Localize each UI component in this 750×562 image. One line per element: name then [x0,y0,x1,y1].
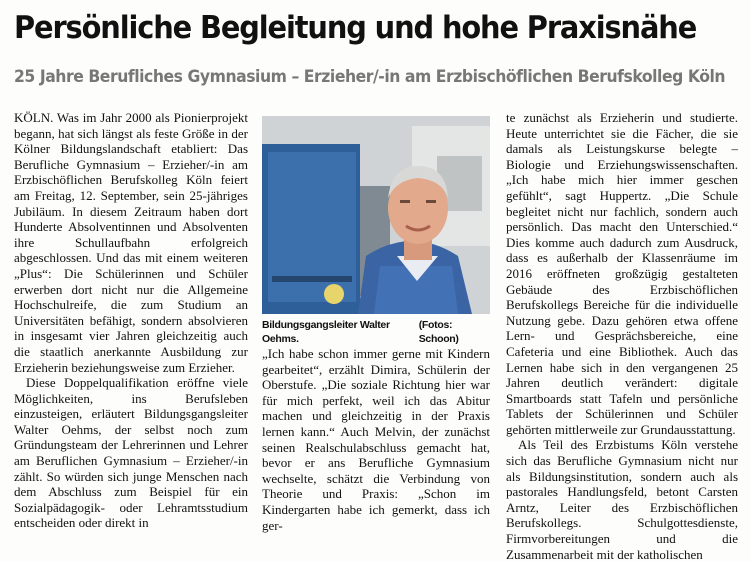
paragraph: Als Teil des Erzbistums Köln verstehe sich das Berufliche Gymnasium nicht nur als Bildungsinstitution, sondern auch als pastorales Handlungsfeld, betont Carsten Arntz, Leiter des Erzbischöflichen Berufskollegs. Schulgottesdienste, Firmvorbereitungen und die Zusammenarbeit mit der katholischen [506,437,738,562]
paragraph: KÖLN. Was im Jahr 2000 als Pionierprojekt begann, hat sich längst als feste Größe in der Kölner Bildungslandschaft etabliert: Das Berufliche Gymnasium – Erzieher/-in am Erzbischöflichen Berufskolleg Köln feiert am Freitag, 12. September, sein 25-jähriges Jubiläum. In diesem Zeitraum haben dort Hunderte Absolventinnen und Absolventen ihre Schullaufbahn erfolgreich abgeschlossen. Und das mit einem weiteren „Plus“: Die Schülerinnen und Schüler erwerben dort nicht nur die Allgemeine Hochschulreife, die zum Studium an Universitäten befähigt, sondern absolvieren in insgesamt vier Jahren gleichzeitig auch die staatlich anerkannte Ausbildung zur Erzieherin beziehungsweise zum Erzieher. [14,110,248,375]
portrait-illustration [262,116,490,314]
paragraph: te zunächst als Erzieherin und studierte. Heute unterrichtet sie die Fächer, die sie damals als Leistungskurse belegte – Biologie und Erziehungswissenschaften. „Ich habe mich hier immer geschen gefühlt“, sagt Huppertz. „Die Schule begleitet nicht nur fachlich, sondern auch persönlich. Das macht den Unterschied.“ Dies komme auch dadurch zum Ausdruck, dass es außerhalb der Klassenräume im 2016 eröffneten großzügig gestalteten Gebäude des Erzbischöflichen Berufskollegs Bereiche für die individuelle Nutzung gebe. Dazu gehören etwa offene Lern- und Gesprächsbereiche, eine Cafeteria und eine Bibliothek. Auch das Lernen habe sich in den vergangenen 25 Jahren deutlich verändert: digitale Smartboards statt Tafeln und persönliche Tablets der Schülerinnen und Schüler gehörten mittlerweile zur Grundausstattung. [506,110,738,437]
article-column-1 [14,110,248,531]
headline: Persönliche Begleitung und hohe Praxisnähe [14,10,697,46]
subheadline: 25 Jahre Berufliches Gymnasium – Erzieher/-in am Erzbischöflichen Berufskolleg Köln [14,67,726,87]
article-photo [262,116,490,314]
paragraph: Diese Doppelqualifikation eröffne viele Möglichkeiten, ins Berufsleben einzusteigen, erläutert Bildungsgangsleiter Walter Oehms, der selbst noch zum Gründungsteam der Lehrerinnen und Lehrer am Beruflichen Gymnasium – Erzieher/-in zählt. So würden sich junge Menschen nach dem Abschluss zum Beispiel für ein Sozialpädagogik- oder Lehramtsstudium entscheiden oder direkt in [14,375,248,531]
photo-credit: (Fotos: Schoon) [418,319,459,345]
article-column-3 [506,110,738,562]
photo-caption: Bildungsgangsleiter Walter Oehms. [262,319,390,345]
article-column-2 [262,346,490,533]
paragraph: „Ich habe schon immer gerne mit Kindern gearbeitet“, erzählt Dimira, Schülerin der Oberstufe. „Die soziale Richtung hier war für mich perfekt, weil ich das Abitur machen und gleichzeitig in der Praxis lernen kann.“ Auch Melvin, der zunächst seinen Realschulabschluss gemacht hat, bevor er ans Berufliche Gymnasium wechselte, schätzt die Verbindung von Theorie und Praxis: „Schon im Kindergarten habe ich gemerkt, dass ich ger- [262,346,490,533]
photo-caption-row [262,318,490,346]
